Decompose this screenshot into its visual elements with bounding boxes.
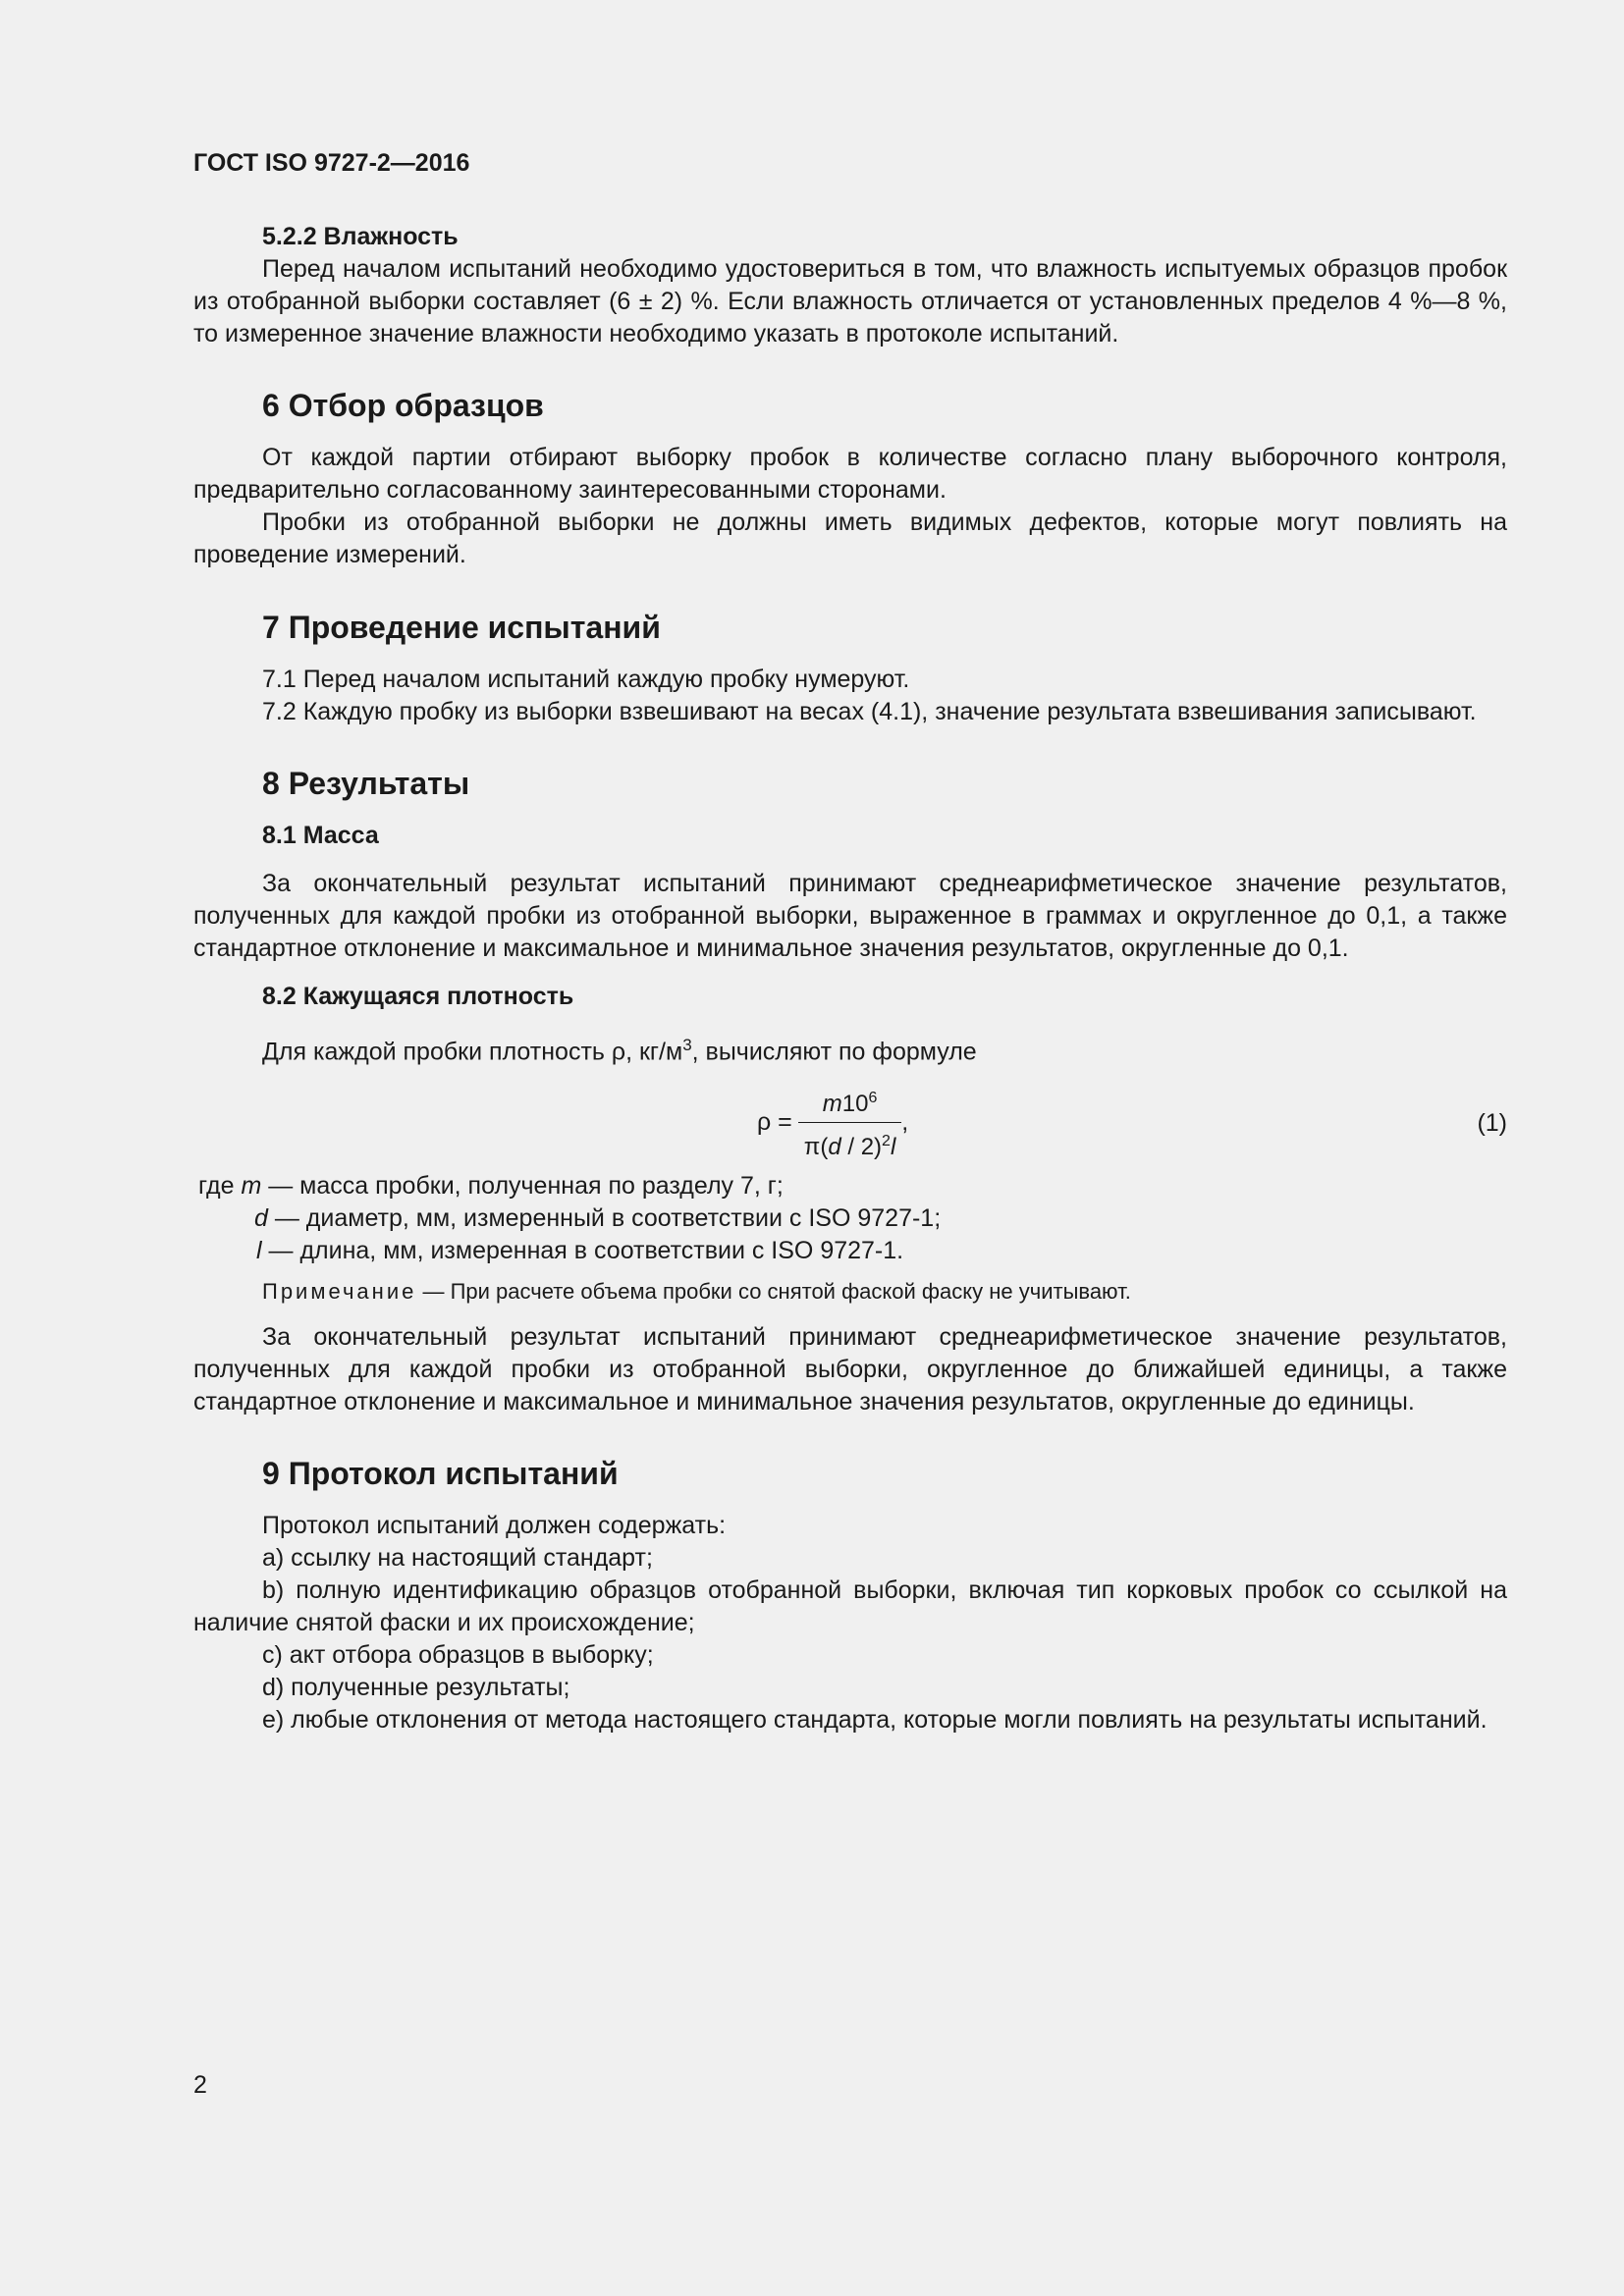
section-8-2-heading: 8.2 Кажущаяся плотность <box>262 983 574 1010</box>
formula-number: (1) <box>1477 1109 1507 1138</box>
section-9-intro: Протокол испытаний должен содержать: <box>262 1512 727 1540</box>
section-8-heading: 8 Результаты <box>262 766 470 801</box>
protocol-item-d: d) полученные результаты; <box>262 1674 570 1702</box>
document-body <box>193 221 1507 1736</box>
formula-fraction <box>798 1082 902 1163</box>
density-formula: ρ = $\frac{m10^6}{\pi(d / 2)^2l}$ , <box>757 1082 908 1163</box>
section-9-heading: 9 Протокол испытаний <box>262 1456 619 1492</box>
section-7-heading: 7 Проведение испытаний <box>262 610 661 645</box>
section-8-2-text: За окончательный результат испытаний принимают среднеарифметическое значение результатов, полученных для каждой пробки из отобранной выборки, округленное до ближайшей единицы, а также стандартное отклонение и максимальное и минимальное значения результатов, округленные до единицы. <box>193 1323 1507 1416</box>
section-5-2-2-heading: 5.2.2 Влажность <box>262 223 459 250</box>
where-item-m: где m — масса пробки, полученная по разделу 7, г; <box>198 1172 784 1201</box>
protocol-item-b: b) полную идентификацию образцов отобранной выборки, включая тип корковых пробок со ссылкой на наличие снятой фаски и их происхождение; <box>193 1576 1507 1637</box>
note-text: — При расчете объема пробки со снятой фаской фаску не учитывают. <box>416 1279 1131 1305</box>
protocol-item-c: c) акт отбора образцов в выборку; <box>262 1641 654 1670</box>
where-item-d: d — диаметр, мм, измеренный в соответствии с ISO 9727-1; <box>254 1204 942 1233</box>
where-item-l: l — длина, мм, измеренная в соответствии с ISO 9727-1. <box>256 1237 904 1265</box>
section-6-heading: 6 Отбор образцов <box>262 388 544 423</box>
note-label: Примечание <box>262 1279 417 1305</box>
formula-1 <box>193 1082 1507 1170</box>
section-6-paragraph-1: От каждой партии отбирают выборку пробок в количестве согласно плану выборочного контроля, предварительно согласованному заинтересованными сторонами. <box>193 444 1507 504</box>
document-code: ГОСТ ISO 9727-2—2016 <box>193 149 470 177</box>
formula-where-list <box>193 1170 1507 1267</box>
section-8-1-heading: 8.1 Масса <box>262 822 379 849</box>
section-7-1-text: 7.1 Перед началом испытаний каждую пробку нумеруют. <box>262 666 910 693</box>
formula-numerator: $m10^6$ <box>798 1082 902 1123</box>
page-number: 2 <box>193 2071 207 2099</box>
section-8-2-intro: Для каждой пробки плотность ρ, $кг/м^3$, вычисляют по формуле <box>262 1036 977 1066</box>
formula-lhs: ρ = <box>757 1108 792 1137</box>
section-8-1-text: За окончательный результат испытаний принимают среднеарифметическое значение результатов, полученных для каждой пробки из отобранной выборки, выраженное в граммах и округленное до 0,1, а также стандартное отклонение и максимальное и минимальное значения результатов, округленные до 0,1. <box>193 870 1507 962</box>
protocol-item-a: a) ссылку на настоящий стандарт; <box>262 1544 653 1573</box>
protocol-item-e: e) любые отклонения от метода настоящего стандарта, которые могли повлиять на результаты испытаний. <box>262 1706 1488 1735</box>
section-7-2-text: 7.2 Каждую пробку из выборки взвешивают на весах (4.1), значение результата взвешивания записывают. <box>262 698 1477 725</box>
section-6-paragraph-2: Пробки из отобранной выборки не должны иметь видимых дефектов, которые могут повлиять на проведение измерений. <box>193 508 1507 568</box>
section-5-2-2-text: Перед началом испытаний необходимо удостовериться в том, что влажность испытуемых образцов пробок из отобранной выборки составляет (6 ± 2) %. Если влажность отличается от установленных пределов 4 %—8 %, то измеренное значение влажности необходимо указать в протоколе испытаний. <box>193 255 1507 347</box>
note <box>262 1275 1507 1308</box>
formula-denominator: π(d / 2)$^2$l <box>803 1133 896 1161</box>
